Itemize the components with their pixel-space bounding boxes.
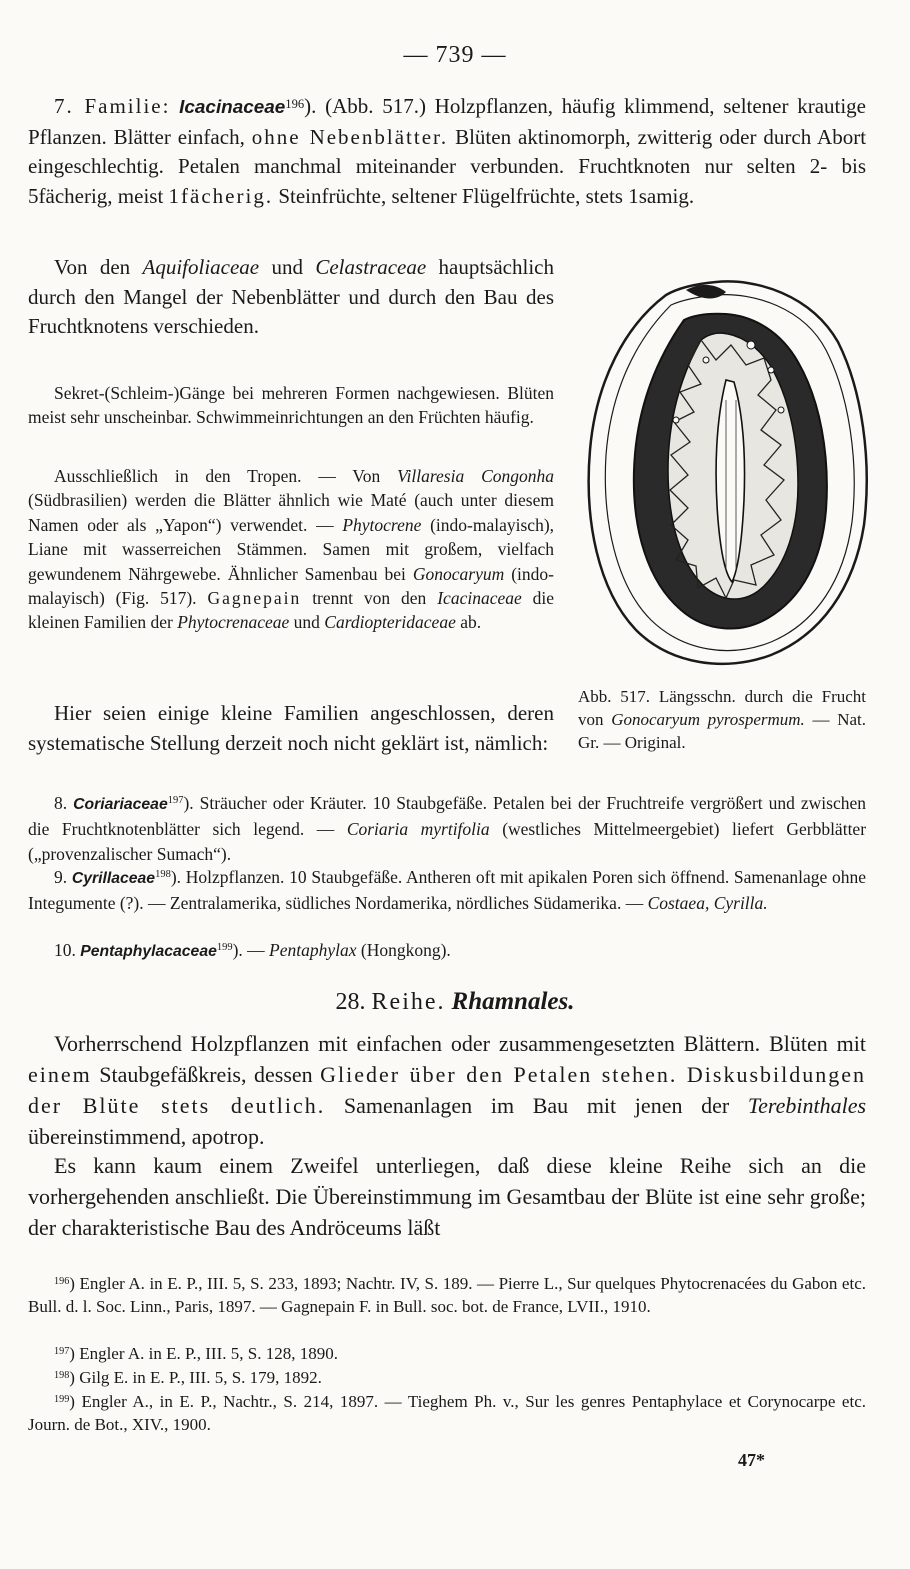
von-den-und: und (271, 255, 303, 279)
figure-caption (578, 685, 866, 754)
footnote-199 (28, 1390, 866, 1436)
ausschl-c: (indo-malayisch), Liane mit wasserreichen Stämmen. Samen mit großem, vielfach gewundenem Nährgewebe. Ähnlicher Samenbau bei (28, 514, 555, 584)
sekret-paragraph: Sekret-(Schleim-)Gänge bei mehreren Formen nachgewiesen. Blüten meist sehr unscheinbar. Schwimmeinrichtungen an den Früchten häufig. (28, 383, 554, 428)
ausschl-b: (Südbrasilien) werden die Blätter ähnlich wie Maté (auch unter diesem Namen oder als „Yapon“) verwendet. — (28, 490, 554, 535)
von-den-a: Von den (54, 255, 131, 279)
family-7-prefix: 7. Familie: (54, 94, 171, 118)
von-den-b: hauptsächlich durch den Mangel der Nebenblätter und durch den Bau des Fruchtknotens verschieden. (28, 255, 554, 338)
terebinthales: Terebinthales (747, 1093, 867, 1118)
footnote-ref-198: 198 (155, 869, 171, 880)
gonocaryum: Gonocaryum (412, 563, 505, 584)
rhamnales-paragraph-2: Es kann kaum einem Zweifel unterliegen, daß diese kleine Reihe sich an die vorhergehenden anschließt. Die Übereinstimmung im Gesamtbau der Blüte ist eine sehr große; der charakteristische Bau des Andröceums läßt (28, 1153, 866, 1240)
ausschl-a: Ausschließlich in den Tropen. — Von (54, 466, 381, 486)
ausschl-e: trennt von den (312, 588, 427, 609)
phytocrene: Phytocrene (342, 514, 422, 535)
footnote-197-marker: 197 (54, 1346, 70, 1357)
family-8-text-b: (westliches Mittelmeergebiet) liefert Gerbblätter („provenzalischer Sumach“). (28, 819, 867, 864)
hier-paragraph: Hier seien einige kleine Familien angeschlossen, deren systematische Stellung derzeit noch nicht geklärt ist, nämlich: (28, 701, 554, 755)
footnote-197 (28, 1342, 866, 1365)
reihe-title: Rhamnales. (451, 988, 575, 1015)
rhamnales-paragraph-1 (28, 1028, 866, 1152)
family-9-num: 9. (54, 867, 68, 887)
family-7-text-3: Steinfrüchte, seltener Flügelfrüchte, stets 1samig. (278, 183, 695, 208)
ausschl-d: (indo-malayisch) (Fig. 517). (28, 563, 554, 609)
family-7-text-1: ). (Abb. 517.) Holzpflanzen, häufig klimmend, seltener krautige Pflanzen. Blätter einfach, (28, 94, 867, 149)
family-9-genera: Costaea, Cyrilla. (647, 893, 768, 914)
family-10-text-a: ). — (232, 940, 265, 960)
family-8-paragraph (28, 791, 866, 866)
footnote-ref-196: 196 (285, 97, 305, 111)
family-8-text-a: ). Sträucher oder Kräuter. 10 Staubgefäße. Petalen bei der Fruchtreife vergrößert und zwischen die Fruchtknotenblätter sich legend. — (28, 793, 867, 840)
family-7-paragraph (28, 92, 866, 211)
rhamnales-1-glieder: Glieder über den Petalen stehen. Diskusbildungen der Blüte stets deutlich. (28, 1062, 867, 1118)
pentaphylax: Pentaphylax (269, 940, 357, 960)
ausschliesslich-paragraph (28, 464, 554, 635)
aquifoliaceae: Aquifoliaceae (142, 255, 260, 279)
fruit-section-illustration (576, 270, 872, 678)
family-9-name: Cyrillaceae (71, 870, 156, 887)
caption-a: Abb. 517. Längsschn. durch die Frucht von (578, 687, 866, 729)
ausschl-h: ab. (460, 612, 482, 633)
reihe-number: 28. (335, 989, 366, 1015)
footnote-198-marker: 198 (54, 1370, 70, 1381)
ausschl-g: und (293, 612, 320, 633)
gagnepain: Gagnepain (207, 588, 302, 609)
reihe-word: Reihe. (371, 989, 446, 1015)
section-heading (0, 988, 910, 1016)
family-10-name: Pentaphylacaceae (80, 943, 217, 960)
family-10-num: 10. (54, 940, 76, 960)
footnote-ref-199: 199 (216, 942, 233, 953)
signature-mark: 47* (738, 1450, 765, 1470)
icacinaceae-ref: Icacinaceae (437, 588, 522, 609)
rhamnales-1-d: übereinstimmend, apotrop. (28, 1124, 265, 1149)
footnote-199-text: ) Engler A., in E. P., Nachtr., S. 214, 1897. — Tieghem Ph. v., Sur les genres Pentaphylace et Corynocarpe etc. Journ. de Bot., XIV., 1900. (28, 1392, 866, 1435)
footnote-196-marker: 196 (54, 1276, 70, 1287)
footnote-198 (28, 1366, 866, 1389)
rhamnales-1-a: Vorherrschend Holzpflanzen mit einfachen oder zusammengesetzten Blättern. Blüten mit (54, 1031, 866, 1056)
family-10-text-b: (Hongkong). (360, 940, 451, 960)
family-7-name: Icacinaceae (179, 97, 286, 118)
footnote-196 (28, 1272, 866, 1318)
footnote-198-text: ) Gilg E. in E. P., III. 5, S. 179, 1892. (69, 1368, 322, 1387)
villaresia: Villaresia Congonha (397, 466, 555, 486)
footnote-ref-197: 197 (167, 795, 184, 806)
footnote-196-text: ) Engler A. in E. P., III. 5, S. 233, 1893; Nachtr. IV, S. 189. — Pierre L., Sur quelques Phytocrenacées du Gabon etc. Bull. d. l. Soc. Linn., Paris, 1897. — Gagnepain F. in Bull. soc. bot. de France, LVII., 1910. (28, 1274, 866, 1317)
family-7-text-2: Blüten aktinomorph, zwitterig oder durch Abort eingeschlechtig. Petalen manchmal miteinander verbunden. Fruchtknoten nur selten 2- bis 5fächerig, meist (28, 124, 867, 208)
von-den-paragraph (28, 253, 554, 342)
phytocrenaceae: Phytocrenaceae (177, 612, 290, 633)
page-number: — 739 — (403, 42, 507, 68)
caption-species: Gonocaryum pyrospermum. (611, 710, 805, 729)
rhamnales-1-b: Staubgefäßkreis, dessen (99, 1062, 313, 1087)
family-9-text-a: ). Holzpflanzen. 10 Staubgefäße. Antheren oft mit apikalen Poren sich öffnend. Samenanlage ohne Integumente (?). — Zentralamerika, südliches Nordamerika, nördliches Südamerika. — (28, 867, 866, 914)
coriaria-myrtifolia: Coriaria myrtifolia (346, 819, 490, 840)
family-9-paragraph (28, 865, 866, 916)
footnote-197-text: ) Engler A. in E. P., III. 5, S. 128, 1890. (69, 1344, 338, 1363)
caption-b: — Nat. Gr. — Original. (578, 710, 867, 752)
family-7-ohne-nebenblaetter: ohne Nebenblätter. (251, 124, 449, 149)
celastraceae: Celastraceae (315, 255, 427, 279)
family-10-paragraph (28, 938, 866, 964)
family-8-name: Coriariaceae (73, 796, 168, 813)
footnote-199-marker: 199 (54, 1394, 70, 1405)
ausschl-f: die kleinen Familien der (28, 588, 555, 633)
family-8-num: 8. (54, 793, 68, 813)
rhamnales-1-einem: einem (28, 1062, 92, 1087)
cardiopteridaceae: Cardiopteridaceae (324, 612, 456, 633)
rhamnales-1-c: Samenanlagen im Bau mit jenen der (343, 1093, 730, 1118)
family-7-einfaecherig: 1fächerig. (168, 183, 274, 208)
